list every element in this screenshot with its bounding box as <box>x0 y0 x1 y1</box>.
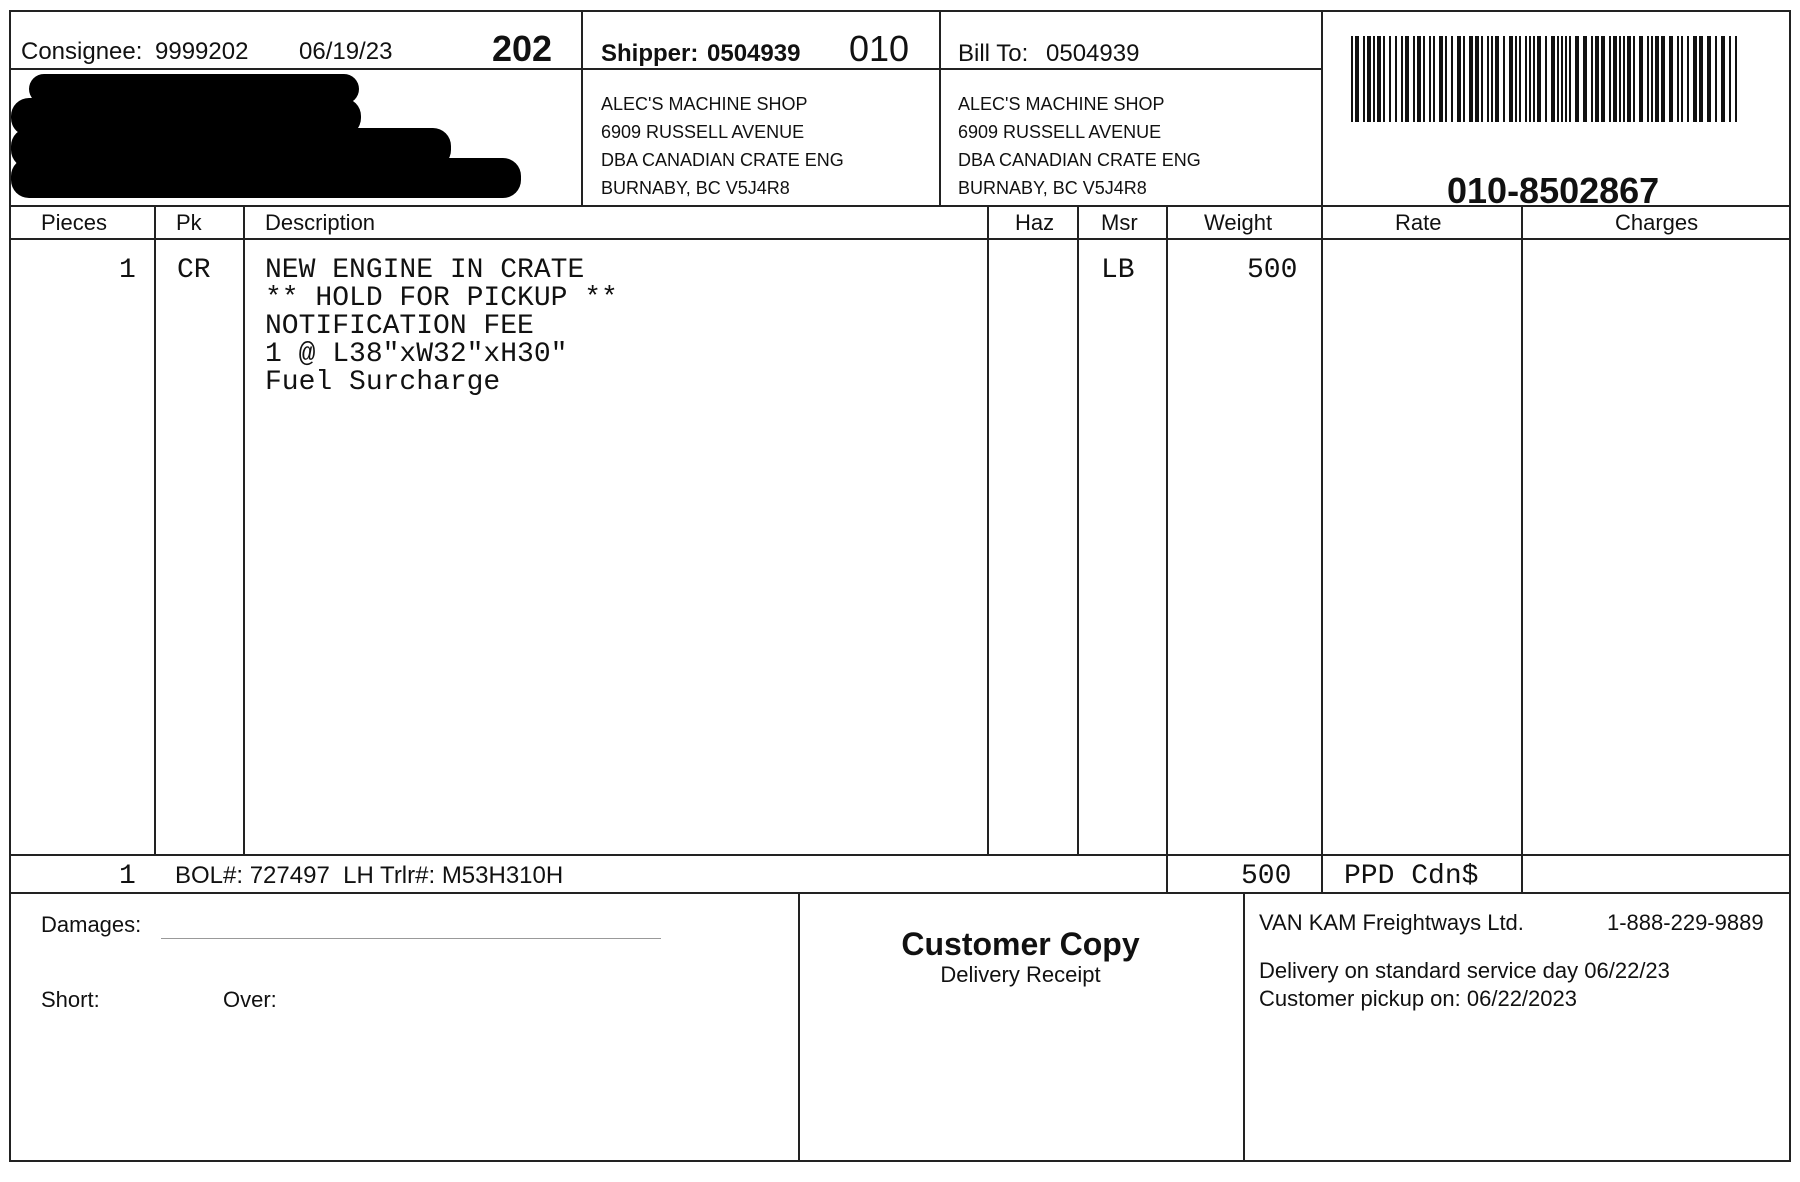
barcode-bar <box>1445 36 1447 122</box>
bol-trailer: BOL#: 727497 LH Trlr#: M53H310H <box>175 862 564 889</box>
item-pk: CR <box>177 255 211 286</box>
barcode-bar <box>1373 36 1375 122</box>
barcode-bar <box>1609 36 1611 122</box>
barcode-bar <box>1735 36 1737 122</box>
carrier-phone: 1-888-229-9889 <box>1607 910 1764 935</box>
consignee-id: 9999202 <box>155 38 249 65</box>
description-line: 1 @ L38"xW32"xH30" <box>265 339 568 370</box>
col-description: Description <box>265 210 376 235</box>
barcode-bar <box>1565 36 1567 122</box>
barcode-bar <box>1439 36 1443 122</box>
divider <box>987 205 989 854</box>
barcode-bar <box>1417 36 1421 122</box>
shipper-terminal: 010 <box>849 28 910 69</box>
col-pieces: Pieces <box>41 210 108 235</box>
barcode-bar <box>1619 36 1621 122</box>
barcode-bar <box>1613 36 1617 122</box>
barcode-bar <box>1515 36 1517 122</box>
barcode-bar <box>1575 36 1579 122</box>
col-charges: Charges <box>1615 210 1699 235</box>
barcode-bar <box>1433 36 1435 122</box>
redaction-bar <box>11 158 521 198</box>
copy-title: Customer Copy <box>901 926 1140 962</box>
barcode-bar <box>1569 36 1571 122</box>
barcode-bar <box>1401 36 1403 122</box>
address-line: ALEC'S MACHINE SHOP <box>958 94 1165 114</box>
barcode <box>1351 36 1741 122</box>
barcode-bar <box>1669 36 1673 122</box>
address-line: BURNABY, BC V5J4R8 <box>601 178 790 198</box>
barcode-bar <box>1469 36 1473 122</box>
short-label: Short: <box>41 987 100 1012</box>
total-weight: 500 <box>1241 861 1292 892</box>
barcode-bar <box>1367 36 1371 122</box>
barcode-bar <box>1677 36 1679 122</box>
barcode-bar <box>1529 36 1531 122</box>
barcode-bar <box>1639 36 1643 122</box>
barcode-bar <box>1545 36 1547 122</box>
barcode-bar <box>1729 36 1731 122</box>
barcode-bar <box>1533 36 1535 122</box>
shipper-id: 0504939 <box>707 40 801 67</box>
over-label: Over: <box>223 987 277 1012</box>
item-pieces: 1 <box>119 255 136 286</box>
barcode-bar <box>1595 36 1599 122</box>
item-msr: LB <box>1101 255 1135 286</box>
shipper-label: Shipper: <box>601 40 699 67</box>
barcode-bar <box>1413 36 1415 122</box>
barcode-bar <box>1551 36 1555 122</box>
damages-label: Damages: <box>41 912 142 937</box>
barcode-bar <box>1405 36 1409 122</box>
description-line: ** HOLD FOR PICKUP ** <box>265 283 618 314</box>
divider <box>11 892 1789 894</box>
address-line: 6909 RUSSELL AVENUE <box>958 122 1162 142</box>
billto-label: Bill To: <box>958 40 1029 67</box>
barcode-bar <box>1475 36 1479 122</box>
consignee-terminal: 202 <box>492 28 553 69</box>
barcode-bar <box>1561 36 1563 122</box>
col-pk: Pk <box>176 210 202 235</box>
pickup-line: Customer pickup on: 06/22/2023 <box>1259 986 1577 1011</box>
barcode-bar <box>1519 36 1521 122</box>
consignee-label: Consignee: <box>21 38 143 65</box>
payment-terms: PPD Cdn$ <box>1344 861 1479 892</box>
address-line: ALEC'S MACHINE SHOP <box>601 94 808 114</box>
address-line: DBA CANADIAN CRATE ENG <box>601 150 844 170</box>
barcode-bar <box>1647 36 1649 122</box>
barcode-bar <box>1525 36 1527 122</box>
carrier-name: VAN KAM Freightways Ltd. <box>1259 910 1524 935</box>
pro-number: 010-8502867 <box>1447 170 1660 211</box>
barcode-bar <box>1693 36 1697 122</box>
barcode-bar <box>1591 36 1593 122</box>
barcode-bar <box>1389 36 1391 122</box>
barcode-bar <box>1395 36 1397 122</box>
description-line: NOTIFICATION FEE <box>265 311 534 342</box>
divider <box>581 12 583 205</box>
barcode-bar <box>1363 36 1365 122</box>
barcode-bar <box>1351 36 1353 122</box>
barcode-bar <box>1715 36 1717 122</box>
divider <box>154 205 156 854</box>
barcode-bar <box>1707 36 1711 122</box>
barcode-bar <box>1481 36 1483 122</box>
shipper-address <box>601 90 844 202</box>
barcode-bar <box>1383 36 1385 122</box>
barcode-bar <box>1487 36 1489 122</box>
item-description <box>265 257 618 397</box>
col-haz: Haz <box>1015 210 1055 235</box>
barcode-bar <box>1355 36 1359 122</box>
barcode-bar <box>1699 36 1703 122</box>
address-line: DBA CANADIAN CRATE ENG <box>958 150 1201 170</box>
barcode-bar <box>1495 36 1499 122</box>
divider <box>1321 12 1323 205</box>
col-weight: Weight <box>1204 210 1273 235</box>
col-msr: Msr <box>1101 210 1138 235</box>
barcode-bar <box>1491 36 1493 122</box>
divider <box>243 205 245 854</box>
barcode-bar <box>1651 36 1653 122</box>
barcode-bar <box>1721 36 1725 122</box>
delivery-receipt <box>9 10 1791 1162</box>
copy-subtitle: Delivery Receipt <box>940 962 1101 987</box>
divider <box>1077 205 1079 854</box>
barcode-bar <box>1509 36 1513 122</box>
barcode-bar <box>1601 36 1605 122</box>
barcode-bar <box>1457 36 1461 122</box>
barcode-bar <box>1503 36 1505 122</box>
item-weight: 500 <box>1247 255 1298 286</box>
barcode-bar <box>1423 36 1425 122</box>
barcode-bar <box>1537 36 1541 122</box>
address-line: 6909 RUSSELL AVENUE <box>601 122 805 142</box>
barcode-bar <box>1655 36 1659 122</box>
barcode-bar <box>1451 36 1453 122</box>
barcode-bar <box>1661 36 1665 122</box>
col-rate: Rate <box>1395 210 1442 235</box>
ship-date: 06/19/23 <box>299 38 393 65</box>
barcode-bar <box>1633 36 1635 122</box>
divider <box>1521 205 1523 892</box>
description-line: Fuel Surcharge <box>265 367 501 398</box>
address-line: BURNABY, BC V5J4R8 <box>958 178 1147 198</box>
barcode-bar <box>1583 36 1587 122</box>
billto-address <box>958 90 1201 202</box>
barcode-bar <box>1627 36 1631 122</box>
divider <box>1243 892 1245 1162</box>
divider <box>1166 205 1168 892</box>
divider <box>1321 205 1323 892</box>
delivery-line: Delivery on standard service day 06/22/23 <box>1259 958 1670 983</box>
barcode-bar <box>1623 36 1625 122</box>
total-pieces: 1 <box>119 861 136 892</box>
damages-line <box>161 938 661 939</box>
barcode-bar <box>1681 36 1683 122</box>
barcode-bar <box>1687 36 1689 122</box>
description-line: NEW ENGINE IN CRATE <box>265 255 585 286</box>
barcode-bar <box>1557 36 1559 122</box>
divider <box>11 68 1321 70</box>
divider <box>939 12 941 205</box>
barcode-bar <box>1463 36 1465 122</box>
barcode-bar <box>1429 36 1431 122</box>
billto-id: 0504939 <box>1046 40 1140 67</box>
barcode-bar <box>1377 36 1381 122</box>
